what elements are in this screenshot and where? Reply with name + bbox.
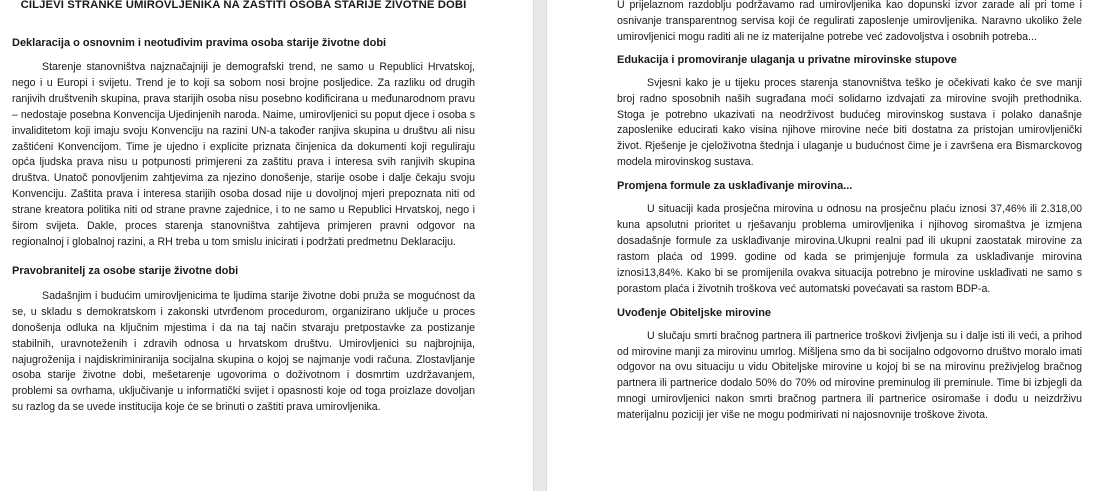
- section-paragraph-declaration: Starenje stanovništva najznačajniji je demografski trend, ne samo u Republici Hrvatskoj, nego i u Europi i svijetu. Trend je to koji sa sobom nosi brojne posljedice. Za razliku od drugih ranjivih društvenih skupina, prava starijih osoba nisu posebno kodificirana u međunarodnom pravu – nedostaje posebna Konvencija Ujedinjenih naroda. Naime, umirovljenici su poput djece i osoba s invaliditetom koji imaju svoju Konvenciju na razini UN-a također ranjiva skupina u društvu ali nisu zaštićeni Konvencijom. Time je ujedno i explicite priznata činjenica da dokumenti koji reguliraju opća ljudska prava nisu u potpunosti primjereni za zaštitu prava i interesa svih ranjivih skupina društva. Unatoč ponovljenim zahtjevima za njezino donošenje, starije osobe i dalje čekaju svoju Konvenciju. Zaštita prava i interesa starijih osoba dosad nije u dovoljnoj mjeri prepoznata niti od strane kreatora politika niti od strane pravne zajednice, i to ne samo u Republici Hrvatskoj, nego i širom svijeta. Dakle, proces starenja stanovništva zahtijeva primjeren pravni odgovor na regionalnoj i globalnoj razini, a RH treba u tom smislu inicirati i podržati predmetnu Deklaraciju.: [12, 61, 475, 248]
- section-paragraph-ombudsman: Sadašnjim i budućim umirovljenicima te ljudima starije životne dobi pruža se mogućnost da se, u skladu s demokratskom i zakonski utvrđenom procedurom, organizirano uključe u proces donošenja odluka na ključnim mjestima i da na taj način stvaraju pretpostavke za postizanje stabilnih, uravnoteženih i zdravih odnosa u hrvatskom društvu. Umirovljenici su najbrojnija, najugroženija i najdiskriminiranija socijalna skupina o kojoj se najmanje vodi računa. Zlostavljanje osoba starije životne dobi, mešetarenje ugovorima o doživotnom i dosmrtim uzdržavanjem, problemi sa ovrhama, uključivanje u informatički svijet i opasnosti koje od toga proizlaze dovoljan su razlog da se uvede institucija koje će se brinuti o zaštiti prava umirovljenika.: [12, 289, 475, 414]
- section-heading-ombudsman: Pravobranitelj za osobe starije životne dobi: [12, 264, 239, 277]
- section-heading-family-pension: Uvođenje Obiteljske mirovine: [617, 306, 772, 319]
- document-page-left: [0, 0, 533, 491]
- section-paragraph-family-pension: U slučaju smrti bračnog partnera ili partnerice troškovi življenja su i dalje isti ili veći, a prihod od mirovine manji za mirovinu umrlog. Mišljena smo da bi socijalno odgovorno društvo moralo imati odgovor na ovu situaciju u vidu Obiteljske mirovine u kojoj bi se na mirovinu preživjelog bračnog partnera ili partnerice dodalo 50% do 70% od mirovine preminulog ili preminule. Time bi izbjegli da mnogi umirovljenici nakon smrti bračnog partnera ili partnerice osiromaše i dođu u neizdrživu materijalnu poziciji jer više ne mogu podmirivati ni najosnovnije troškove života.: [617, 329, 1082, 422]
- section-paragraph-education: Svjesni kako je u tijeku proces starenja stanovništva teško je očekivati kako će sve manji broj radno sposobnih naših sugrađana moći solidarno izdvajati za mirovine svojih prethodnika. Stoga je potrebno ukazivati na neodrživost budućeg mirovinskog sustava i polako današnje zaposlenike educirati kako visina njihove mirovine neće biti dostatna za pristojan umirovljenički život. Rješenje je cjeloživotna štednja i ulaganje u budućnost čime je i završena era Bismarckovog modela mirovinskog sustava.: [617, 76, 1082, 169]
- intro-paragraph: U prijelaznom razdoblju podržavamo rad umirovljenika kao dopunski izvor zarade ali pri tome i osnivanje transparentnog servisa koji će regulirati zaposlenje umirovljenika. Naravno ukoliko žele umirovljenici mogu raditi ali ne iz materijalne potrebe već zadovoljstva i osobnih potreba...: [617, 0, 1082, 43]
- section-heading-education: Edukacija i promoviranje ulaganja u privatne mirovinske stupove: [617, 53, 957, 66]
- section-heading-formula: Promjena formule za usklađivanje mirovina...: [617, 180, 853, 193]
- document-page-right: [547, 0, 1110, 491]
- section-heading-declaration: Deklaracija o osnovnim i neotuđivim pravima osoba starije životne dobi: [12, 37, 387, 49]
- document-title: CILJEVI STRANKE UMIROVLJENIKA NA ZAŠTITI OSOBA STARIJE ŽIVOTNE DOBI: [20, 0, 467, 11]
- page-gap: [533, 0, 547, 491]
- section-paragraph-formula: U situaciji kada prosječna mirovina u odnosu na prosječnu plaću iznosi 37,46% ili 2.318,00 kuna apsolutni prioritet u rješavanju problema umirovljenika i njihovog siromaštva je izmjena dosadašnje formule za usklađivanje mirovina.Ukupni realni pad ili ukupni zaostatak mirovine za rastom plaća od 1999. godine od kada se primjenjuje formula za usklađivanje mirovina iznosi13,84%. Kako bi se promijenila ovakva situacija potrebno je mirovine usklađivati ne samo s porastom plaća i životnih troškova već automatski povećavati sa rastom BDP-a.: [617, 203, 1082, 295]
